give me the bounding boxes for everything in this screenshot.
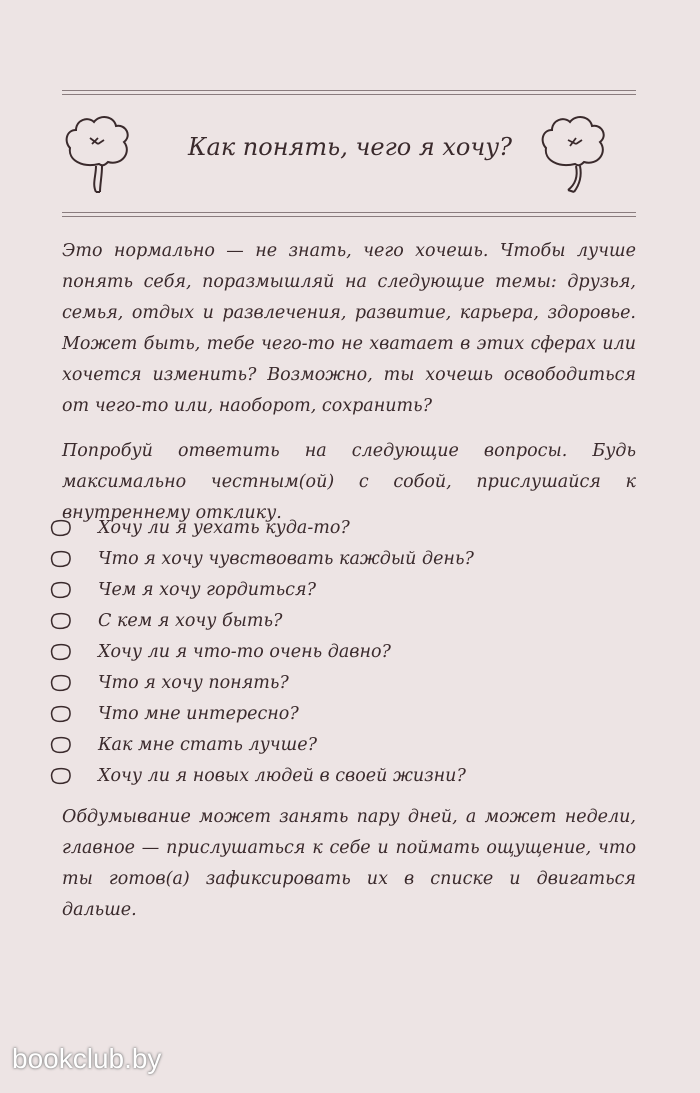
checklist-item	[50, 667, 630, 698]
checkbox-icon[interactable]	[50, 550, 72, 568]
page-title: Как понять, чего я хочу?	[187, 133, 513, 161]
checkbox-icon[interactable]	[50, 674, 72, 692]
checklist-item	[50, 760, 630, 791]
question-text: Как мне стать лучше?	[98, 734, 317, 755]
question-text: С кем я хочу быть?	[98, 610, 283, 631]
checkbox-icon[interactable]	[50, 736, 72, 754]
closing-paragraph: Обдумывание может занять пару дней, а может недели, главное — прислушаться к себе и поймать ощущение, что ты готов(а) зафиксировать их в списке и двигаться дальше.	[62, 807, 636, 920]
checkbox-icon[interactable]	[50, 705, 72, 723]
checklist-item	[50, 698, 630, 729]
checklist-item	[50, 636, 630, 667]
question-text: Хочу ли я новых людей в своей жизни?	[98, 765, 466, 786]
checklist-item	[50, 729, 630, 760]
clover-icon	[538, 112, 612, 198]
checkbox-icon[interactable]	[50, 643, 72, 661]
question-text: Что я хочу чувствовать каждый день?	[98, 548, 474, 569]
intro-paragraph: Это нормально — не знать, чего хочешь. Чтобы лучше понять себя, поразмышляй на следующие темы: друзья, семья, отдых и развлечения, развитие, карьера, здоровье. Может быть, тебе чего-то не хватает в этих сферах или хочется изменить? Возможно, ты хочешь освободиться от чего-то или, наоборот, сохранить?	[62, 241, 636, 416]
question-text: Что я хочу понять?	[98, 672, 289, 693]
checklist-item	[50, 512, 630, 543]
checkbox-icon[interactable]	[50, 581, 72, 599]
checklist-item	[50, 574, 630, 605]
watermark-text: bookclub.by	[12, 1043, 162, 1074]
checkbox-icon[interactable]	[50, 519, 72, 537]
checklist-item	[50, 605, 630, 636]
header-top-rule	[62, 90, 636, 95]
question-checklist	[50, 512, 630, 791]
question-text: Чем я хочу гордиться?	[98, 579, 316, 600]
question-text: Хочу ли я что-то очень давно?	[98, 641, 391, 662]
checkbox-icon[interactable]	[50, 767, 72, 785]
checkbox-icon[interactable]	[50, 612, 72, 630]
clover-icon	[62, 112, 136, 198]
question-text: Хочу ли я уехать куда-то?	[98, 517, 350, 538]
header-bottom-rule	[62, 212, 636, 217]
question-text: Что мне интересно?	[98, 703, 299, 724]
instruction-paragraph: Попробуй ответить на следующие вопросы. Будь максимально честным(ой) с собой, прислушайся к внутреннему отклику.	[62, 441, 636, 523]
checklist-item	[50, 543, 630, 574]
